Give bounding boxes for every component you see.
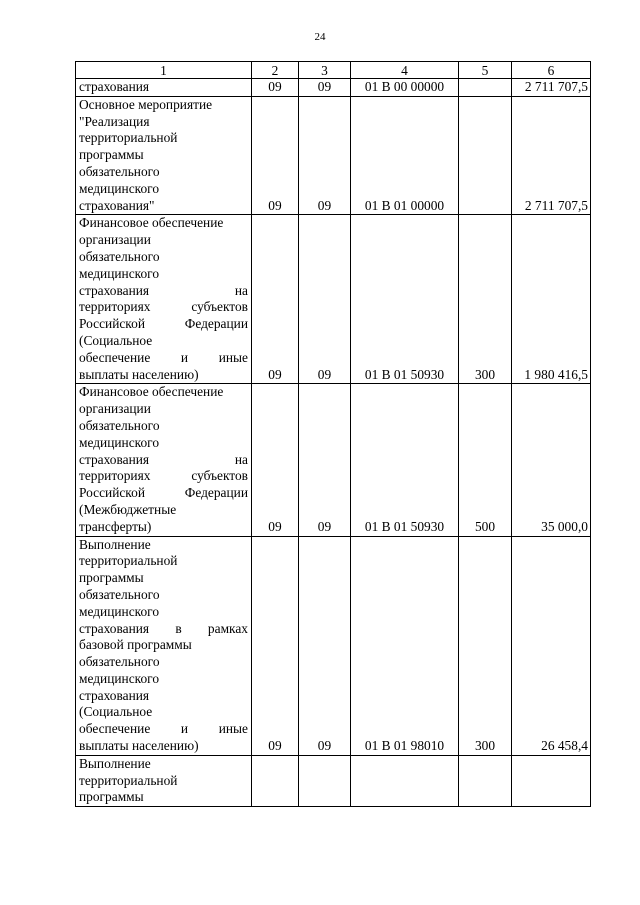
row-name-line: организации bbox=[79, 401, 151, 417]
row-name-line: "Реализация bbox=[79, 113, 150, 129]
row-name-line: Финансовое обеспечение bbox=[79, 384, 224, 400]
column-header-3: 3 bbox=[299, 62, 351, 79]
row-name-line: Основное мероприятие bbox=[79, 96, 213, 112]
row-name-line: обязательного bbox=[79, 586, 160, 602]
row-name-line: Выполнение bbox=[79, 755, 151, 771]
row-sum-cell: 2 711 707,5 bbox=[512, 96, 591, 215]
table-row bbox=[76, 96, 591, 215]
table-row bbox=[76, 215, 591, 384]
row-name-line: выплаты населению) bbox=[79, 366, 199, 382]
row-name-line: страхования на bbox=[79, 282, 248, 298]
row-name-line: выплаты населению) bbox=[79, 738, 199, 754]
row-section-cell: 09 bbox=[252, 384, 299, 536]
row-name-cell bbox=[76, 79, 252, 97]
row-name-line: Российской Федерации bbox=[79, 316, 248, 332]
row-type-cell bbox=[459, 79, 512, 97]
row-name-line: территориальной bbox=[79, 772, 178, 788]
row-name-line: медицинского bbox=[79, 180, 160, 196]
column-header-2: 2 bbox=[252, 62, 299, 79]
table-row bbox=[76, 536, 591, 755]
row-article-cell: 01 В 01 50930 bbox=[351, 215, 459, 384]
row-name-line: страхования в рамках bbox=[79, 620, 248, 636]
row-subsection-cell: 09 bbox=[299, 215, 351, 384]
row-name-line: программы bbox=[79, 789, 144, 805]
row-type-cell bbox=[459, 96, 512, 215]
row-name-line: обеспечение и иные bbox=[79, 349, 248, 365]
row-article-cell: 01 В 01 50930 bbox=[351, 384, 459, 536]
row-name-line: (Социальное bbox=[79, 704, 153, 720]
row-name-line: территориальной bbox=[79, 553, 178, 569]
row-name-line: медицинского bbox=[79, 603, 160, 619]
row-name-line: программы bbox=[79, 147, 144, 163]
row-article-cell bbox=[351, 755, 459, 806]
row-article-cell: 01 В 01 00000 bbox=[351, 96, 459, 215]
row-section-cell bbox=[252, 755, 299, 806]
row-name-line: обеспечение и иные bbox=[79, 721, 248, 737]
row-sum-cell: 1 980 416,5 bbox=[512, 215, 591, 384]
row-name-cell bbox=[76, 215, 252, 384]
row-name-line: программы bbox=[79, 570, 144, 586]
row-section-cell: 09 bbox=[252, 79, 299, 97]
row-subsection-cell: 09 bbox=[299, 79, 351, 97]
row-name-line: базовой программы bbox=[79, 637, 192, 653]
row-name-cell bbox=[76, 536, 252, 755]
row-name-line: обязательного bbox=[79, 163, 160, 179]
table-row bbox=[76, 79, 591, 97]
row-article-cell: 01 В 01 98010 bbox=[351, 536, 459, 755]
column-header-1: 1 bbox=[76, 62, 252, 79]
row-name-line: медицинского bbox=[79, 670, 160, 686]
row-name-line: медицинского bbox=[79, 265, 160, 281]
row-name-line: обязательного bbox=[79, 248, 160, 264]
row-name-line: Финансовое обеспечение bbox=[79, 215, 224, 231]
row-sum-cell: 35 000,0 bbox=[512, 384, 591, 536]
row-name-line: медицинского bbox=[79, 434, 160, 450]
row-name-line: трансферты) bbox=[79, 518, 152, 534]
row-name-line: страхования на bbox=[79, 451, 248, 467]
table-header-row bbox=[76, 62, 591, 79]
table-row bbox=[76, 755, 591, 806]
row-sum-cell: 26 458,4 bbox=[512, 536, 591, 755]
row-name-line: территориальной bbox=[79, 130, 178, 146]
row-name-line: территориях субъектов bbox=[79, 299, 248, 315]
row-name-cell bbox=[76, 384, 252, 536]
row-article-cell: 01 В 00 00000 bbox=[351, 79, 459, 97]
row-sum-cell: 2 711 707,5 bbox=[512, 79, 591, 97]
table-row bbox=[76, 384, 591, 536]
row-type-cell: 300 bbox=[459, 215, 512, 384]
row-name-line: территориях субъектов bbox=[79, 468, 248, 484]
row-type-cell: 500 bbox=[459, 384, 512, 536]
row-subsection-cell: 09 bbox=[299, 96, 351, 215]
row-subsection-cell: 09 bbox=[299, 536, 351, 755]
row-type-cell bbox=[459, 755, 512, 806]
row-name-line: организации bbox=[79, 232, 151, 248]
row-name-line: страхования" bbox=[79, 197, 155, 213]
row-name-line: страхования bbox=[79, 79, 150, 94]
budget-table bbox=[75, 61, 591, 807]
page-number: 24 bbox=[314, 31, 326, 43]
row-name-line: (Социальное bbox=[79, 332, 153, 348]
column-header-4: 4 bbox=[351, 62, 459, 79]
row-subsection-cell bbox=[299, 755, 351, 806]
row-name-line: Выполнение bbox=[79, 536, 151, 552]
row-name-cell bbox=[76, 96, 252, 215]
row-section-cell: 09 bbox=[252, 536, 299, 755]
column-header-5: 5 bbox=[459, 62, 512, 79]
row-subsection-cell: 09 bbox=[299, 384, 351, 536]
row-section-cell: 09 bbox=[252, 215, 299, 384]
row-section-cell: 09 bbox=[252, 96, 299, 215]
row-name-line: (Межбюджетные bbox=[79, 501, 177, 517]
row-type-cell: 300 bbox=[459, 536, 512, 755]
row-sum-cell bbox=[512, 755, 591, 806]
row-name-line: Российской Федерации bbox=[79, 485, 248, 501]
row-name-line: обязательного bbox=[79, 654, 160, 670]
column-header-6: 6 bbox=[512, 62, 591, 79]
row-name-line: страхования bbox=[79, 687, 150, 703]
row-name-cell bbox=[76, 755, 252, 806]
row-name-line: обязательного bbox=[79, 417, 160, 433]
